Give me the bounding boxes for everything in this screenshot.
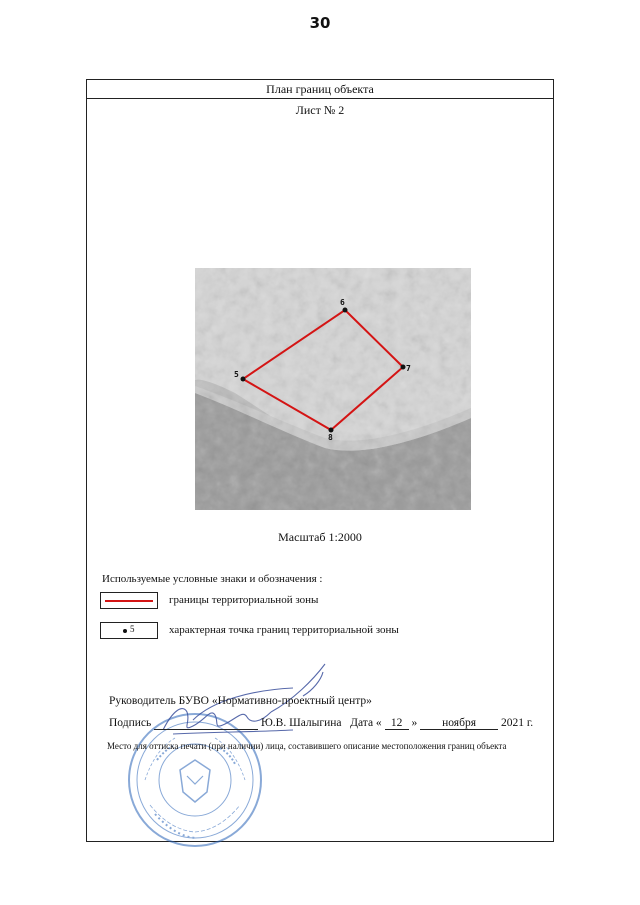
svg-text:7: 7 <box>406 364 411 373</box>
date-label: Дата « <box>350 717 382 729</box>
signer-name: Ю.В. Шалыгина <box>260 717 342 729</box>
date-day: 12 <box>385 717 409 730</box>
legend-point-label: 5 <box>130 624 135 634</box>
map-scale: Масштаб 1:2000 <box>278 530 362 544</box>
signature-date-line <box>109 717 533 730</box>
signature-label: Подпись <box>109 717 152 729</box>
svg-text:5: 5 <box>234 370 239 379</box>
svg-text:6: 6 <box>340 298 345 307</box>
date-day-close: » <box>411 717 418 729</box>
characteristic-point <box>328 428 334 443</box>
red-line-icon <box>105 600 153 602</box>
legend-title: Используемые условные знаки и обозначения : <box>102 573 323 585</box>
signature-blank <box>154 717 258 730</box>
organization-head: Руководитель БУВО «Нормативно-проектный центр» <box>109 695 372 707</box>
stamp-place-note: Место для оттиска печати (при наличии) лица, составившего описание местоположения границ объекта <box>107 741 507 751</box>
map-texture <box>195 268 471 510</box>
legend-text-point: характерная точка границ территориальной зоны <box>169 624 399 636</box>
organization-head-line <box>109 695 372 707</box>
legend-text-boundary: границы территориальной зоны <box>169 594 319 606</box>
date-year: 2021 г. <box>500 717 534 729</box>
sheet-title: План границ объекта <box>87 80 553 99</box>
legend-symbol-boundary-line <box>100 592 158 609</box>
date-month: ноября <box>420 717 498 730</box>
page-number: 30 <box>309 14 331 32</box>
svg-text:8: 8 <box>328 433 333 442</box>
boundary-plan-sheet <box>86 79 554 842</box>
legend-symbol-point <box>100 622 158 639</box>
point-icon <box>123 629 127 633</box>
boundary-map <box>195 268 471 510</box>
sheet-number: Лист № 2 <box>295 103 345 117</box>
